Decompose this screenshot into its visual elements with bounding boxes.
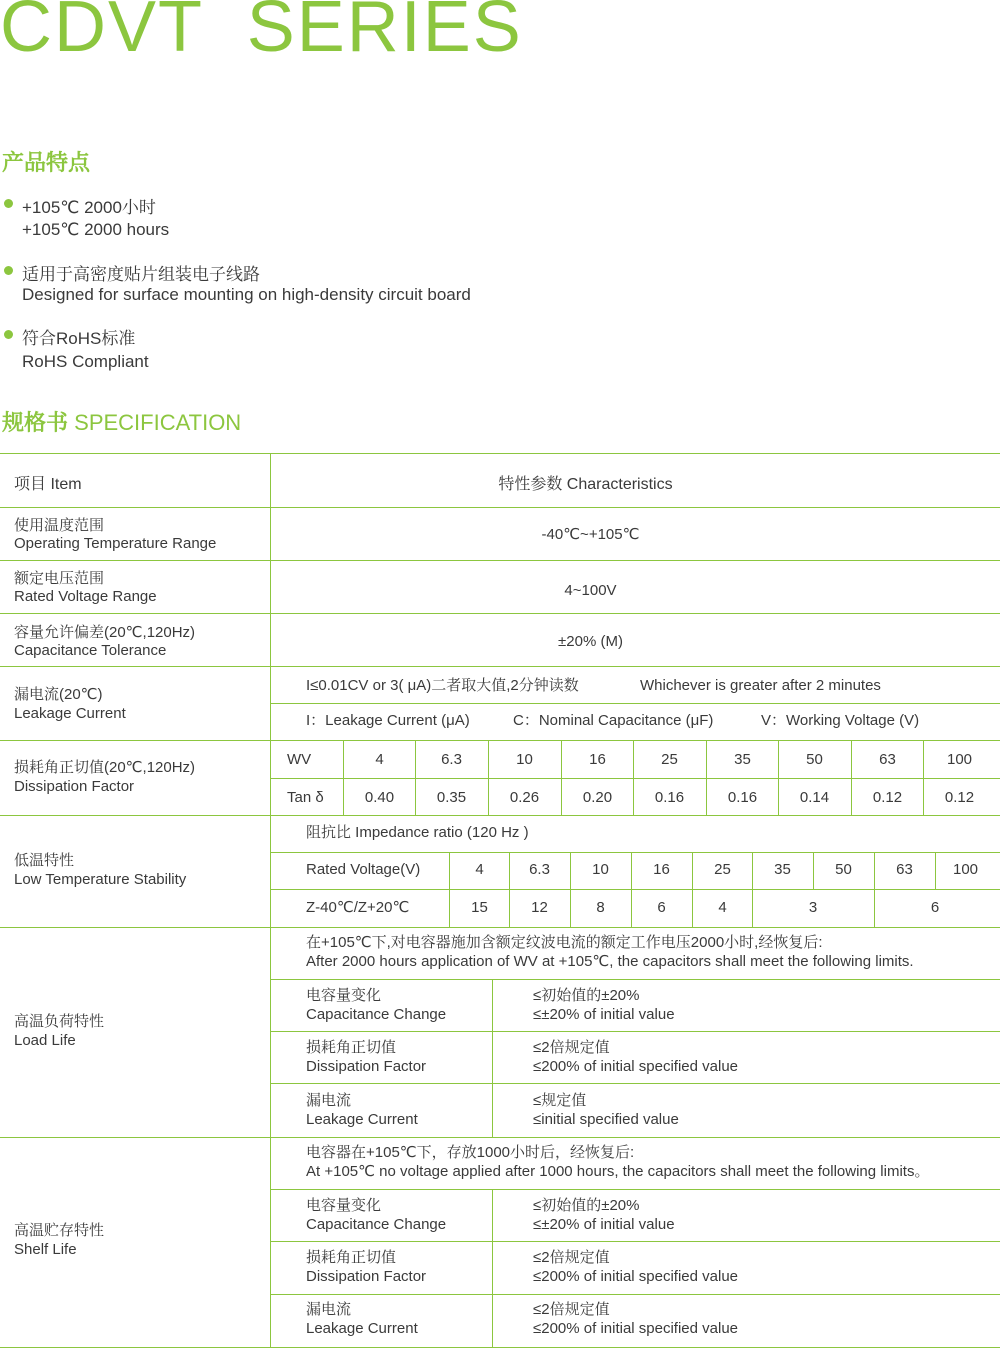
load-param-zh: 漏电流: [306, 1092, 352, 1109]
temp-label-en: Operating Temperature Range: [14, 535, 217, 552]
df-wv-cell: 63: [879, 751, 896, 768]
spec-heading: [2, 406, 241, 437]
feature-2-en: Designed for surface mounting on high-density circuit board: [22, 285, 471, 304]
lts-rv-cell: 16: [653, 861, 670, 878]
lts-z-label: Z-40℃/Z+20℃: [306, 899, 410, 916]
load-param-en: Dissipation Factor: [306, 1058, 427, 1075]
df-tan-cell: 0.12: [872, 789, 903, 806]
cap-tol-value: ±20% (M): [558, 633, 623, 650]
shelf-param-en: Capacitance Change: [306, 1216, 447, 1233]
load-intro-en: After 2000 hours application of WV at +105℃, the capacitors shall meet the following limits.: [306, 953, 914, 970]
cap-tol-label-zh: 容量允许偏差(20℃,120Hz): [14, 624, 196, 641]
lts-label-en: Low Temperature Stability: [14, 871, 187, 888]
feature-1-zh: +105℃ 2000小时: [22, 198, 156, 217]
leakage-label-zh: 漏电流(20℃): [14, 686, 103, 703]
shelf-label-en: Shelf Life: [14, 1241, 77, 1258]
feature-1-en: +105℃ 2000 hours: [22, 220, 170, 239]
header-item: 项目 Item: [14, 476, 82, 493]
lts-rv-cell: 63: [896, 861, 913, 878]
feature-2-zh: 适用于高密度贴片组装电子线路: [22, 265, 260, 284]
cap-tol-label-en: Capacitance Tolerance: [14, 642, 167, 659]
load-limit-zh: ≤规定值: [533, 1092, 587, 1109]
leakage-legend-v: V：Working Voltage (V): [761, 712, 920, 729]
shelf-limit-en: ≤200% of initial specified value: [533, 1320, 739, 1337]
lts-rv-cell: 4: [475, 861, 484, 878]
load-limit-en: ≤initial specified value: [533, 1111, 679, 1128]
lts-z-cell: 15: [471, 899, 488, 916]
df-wv-cell: 35: [734, 751, 751, 768]
shelf-limit-en: ≤±20% of initial value: [533, 1216, 675, 1233]
df-tan-cell: 0.35: [436, 789, 467, 806]
df-wv-cell: 4: [375, 751, 384, 768]
lts-rv-cell: 50: [835, 861, 852, 878]
df-wv-cell: 100: [946, 751, 973, 768]
df-wv-cell: 50: [806, 751, 823, 768]
load-param-zh: 电容量变化: [306, 987, 382, 1004]
load-param-en: Leakage Current: [306, 1111, 418, 1128]
leakage-legend-c: C：Nominal Capacitance (μF): [513, 712, 714, 729]
lts-rv-cell: 100: [952, 861, 979, 878]
shelf-limit-zh: ≤2倍规定值: [533, 1301, 610, 1318]
lts-z-cell: 12: [531, 899, 548, 916]
lts-z-cell: 8: [596, 899, 605, 916]
load-param-en: Capacitance Change: [306, 1006, 447, 1023]
shelf-param-en: Dissipation Factor: [306, 1268, 427, 1285]
lts-z-cell: 4: [718, 899, 727, 916]
shelf-param-en: Leakage Current: [306, 1320, 418, 1337]
df-wv-cell: 25: [661, 751, 678, 768]
lts-rated-voltage-label: Rated Voltage(V): [306, 861, 421, 878]
features-heading: 产品特点: [2, 150, 91, 175]
spec-heading-zh: 规格书: [2, 410, 69, 435]
load-limit-en: ≤200% of initial specified value: [533, 1058, 739, 1075]
bullet-icon: [4, 199, 13, 208]
df-wv-cell: 10: [516, 751, 533, 768]
lts-label-zh: 低温特性: [14, 852, 75, 869]
load-label-zh: 高温负荷特性: [14, 1013, 105, 1030]
voltage-value: 4~100V: [564, 582, 617, 599]
df-label-en: Dissipation Factor: [14, 778, 135, 795]
df-label-zh: 损耗角正切值(20℃,120Hz): [14, 759, 196, 776]
spec-heading-en: SPECIFICATION: [74, 410, 242, 435]
df-tan-cell: 0.12: [944, 789, 975, 806]
df-tan-cell: 0.26: [509, 789, 540, 806]
df-tan-cell: 0.20: [582, 789, 613, 806]
feature-3-en: RoHS Compliant: [22, 352, 149, 371]
shelf-param-zh: 漏电流: [306, 1301, 352, 1318]
shelf-limit-zh: ≤2倍规定值: [533, 1249, 610, 1266]
df-wv-cell: 16: [589, 751, 606, 768]
bullet-icon: [4, 266, 13, 275]
temp-value: -40℃~+105℃: [541, 526, 640, 543]
shelf-param-zh: 损耗角正切值: [306, 1249, 397, 1266]
shelf-intro-en: At +105℃ no voltage applied after 1000 hours, the capacitors shall meet the following limits。: [306, 1163, 930, 1180]
shelf-intro-zh: 电容器在+105℃下，存放1000小时后，经恢复后:: [306, 1144, 635, 1161]
load-label-en: Load Life: [14, 1032, 76, 1049]
lts-z-cell: 6: [657, 899, 666, 916]
lts-z-cell: 3: [808, 899, 818, 916]
feature-3-zh: 符合RoHS标准: [22, 329, 136, 348]
load-limit-zh: ≤2倍规定值: [533, 1039, 610, 1056]
lts-z-cell: 6: [930, 899, 940, 916]
df-wv-label: WV: [287, 751, 312, 768]
load-param-zh: 损耗角正切值: [306, 1039, 397, 1056]
shelf-limit-en: ≤200% of initial specified value: [533, 1268, 739, 1285]
load-limit-zh: ≤初始值的±20%: [533, 987, 640, 1004]
df-tan-cell: 0.16: [654, 789, 685, 806]
leakage-formula: I≤0.01CV or 3( μA)二者取大值,2分钟读数: [306, 677, 579, 694]
df-tan-cell: 0.14: [799, 789, 830, 806]
leakage-label-en: Leakage Current: [14, 705, 126, 722]
shelf-label-zh: 高温贮存特性: [14, 1222, 105, 1239]
header-characteristics: 特性参数 Characteristics: [498, 476, 673, 493]
lts-rv-cell: 6.3: [529, 861, 550, 878]
load-intro-zh: 在+105℃下,对电容器施加含额定纹波电流的额定工作电压2000小时,经恢复后:: [306, 934, 823, 951]
bullet-icon: [4, 330, 13, 339]
voltage-label-zh: 额定电压范围: [14, 570, 105, 587]
lts-rv-cell: 25: [714, 861, 731, 878]
temp-label-zh: 使用温度范围: [14, 517, 105, 534]
shelf-param-zh: 电容量变化: [306, 1197, 382, 1214]
df-tan-label: Tan δ: [287, 789, 324, 806]
load-limit-en: ≤±20% of initial value: [533, 1006, 675, 1023]
lts-rv-cell: 10: [592, 861, 609, 878]
series-title: CDVT SERIES: [0, 0, 523, 67]
df-wv-cell: 6.3: [441, 751, 462, 768]
leakage-legend-i: I：Leakage Current (μA): [306, 712, 470, 729]
lts-rv-cell: 35: [774, 861, 791, 878]
leakage-formula-en: Whichever is greater after 2 minutes: [640, 677, 881, 694]
voltage-label-en: Rated Voltage Range: [14, 588, 157, 605]
df-tan-cell: 0.16: [727, 789, 758, 806]
shelf-limit-zh: ≤初始值的±20%: [533, 1197, 640, 1214]
df-tan-cell: 0.40: [364, 789, 395, 806]
lts-impedance-ratio: 阻抗比 Impedance ratio (120 Hz ): [306, 824, 529, 841]
